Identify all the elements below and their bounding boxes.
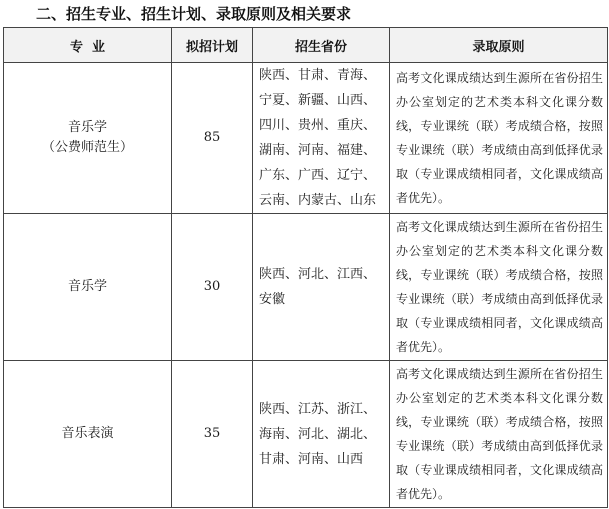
- admission-principle: [390, 361, 608, 508]
- major-cell: [4, 361, 172, 508]
- admission-principle: [390, 63, 608, 214]
- plan-count: 35: [172, 361, 253, 508]
- major-cell: [4, 63, 172, 214]
- principle-text: 高考文化课成绩达到生源所在省份招生办公室划定的艺术类本科文化课分数线，专业课统（联）考成绩合格，按照专业课统（联）考成绩由高到低择优录取（专业课成绩相同者，文化课成绩高者优先）。: [396, 367, 603, 501]
- table-row: [4, 63, 608, 214]
- major-name: 音乐学: [67, 279, 107, 294]
- header-provinces: 招生省份: [253, 28, 390, 63]
- province-list: 陕西、甘肃、青海、宁夏、新疆、山西、四川、贵州、重庆、湖南、河南、福建、广东、广西、辽宁、云南、内蒙古、山东: [253, 63, 390, 214]
- table-row: [4, 361, 608, 508]
- plan-count: 85: [172, 63, 253, 214]
- section-title: 二、招生专业、招生计划、录取原则及相关要求: [36, 5, 352, 23]
- header-principle: 录取原则: [390, 28, 608, 63]
- principle-text: 高考文化课成绩达到生源所在省份招生办公室划定的艺术类本科文化课分数线，专业课统（联）考成绩合格，按照专业课统（联）考成绩由高到低择优录取（专业课成绩相同者，文化课成绩高者优先）。: [396, 71, 603, 205]
- table-row: [4, 214, 608, 361]
- header-major: 专 业: [4, 28, 172, 63]
- admission-table: [3, 27, 608, 508]
- province-list: 陕西、河北、江西、安徽: [253, 214, 390, 361]
- plan-count: 30: [172, 214, 253, 361]
- table-header-row: [4, 28, 608, 63]
- major-cell: [4, 214, 172, 361]
- major-name: 音乐表演: [61, 426, 114, 441]
- header-plan: 拟招计划: [172, 28, 253, 63]
- principle-text: 高考文化课成绩达到生源所在省份招生办公室划定的艺术类本科文化课分数线，专业课统（联）考成绩合格，按照专业课统（联）考成绩由高到低择优录取（专业课成绩相同者，文化课成绩高者优先）。: [396, 220, 603, 354]
- major-name: 音乐学: [67, 120, 107, 135]
- major-note: （公费师范生）: [41, 140, 133, 155]
- admission-principle: [390, 214, 608, 361]
- province-list: 陕西、江苏、浙江、海南、河北、湖北、甘肃、河南、山西: [253, 361, 390, 508]
